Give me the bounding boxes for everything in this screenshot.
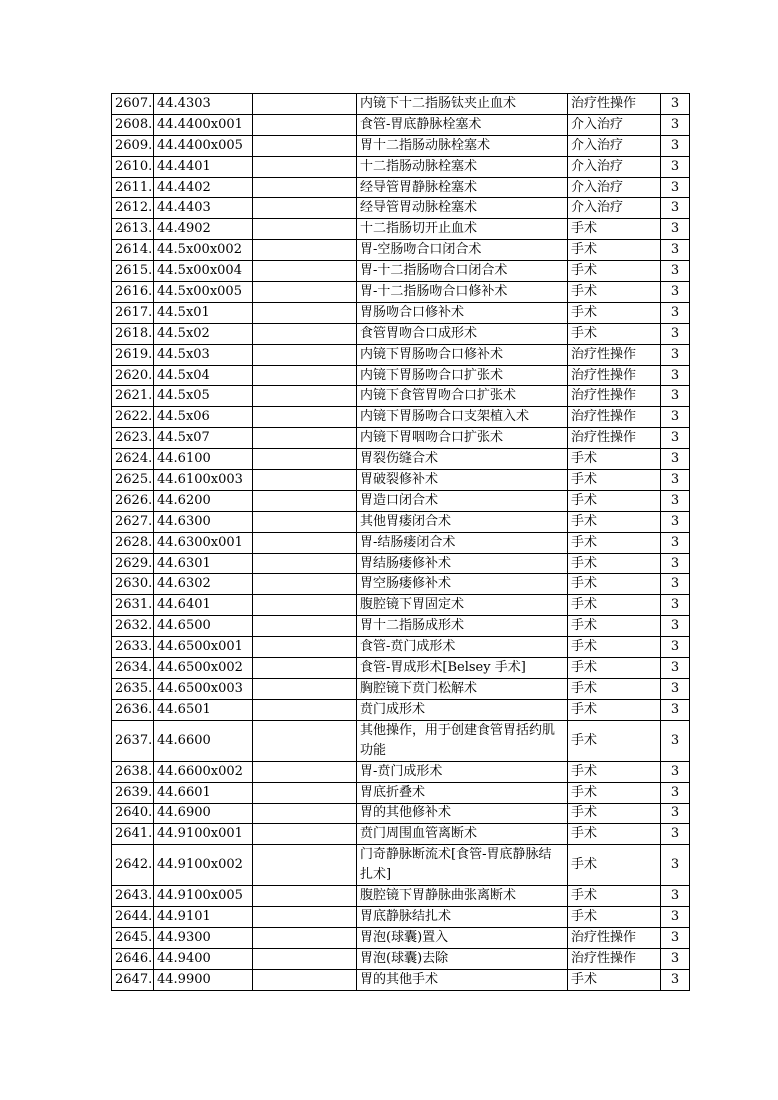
procedure-code: 44.6500x002	[154, 658, 253, 679]
procedure-name: 胃造口闭合术	[357, 490, 568, 511]
procedure-type: 手术	[568, 302, 661, 323]
extra-code	[253, 282, 357, 303]
table-row	[112, 824, 690, 845]
grade-level: 3	[661, 198, 690, 219]
procedure-code: 44.9100x001	[154, 824, 253, 845]
table-row	[112, 407, 690, 428]
table-row	[112, 156, 690, 177]
row-number: 2615.	[112, 261, 154, 282]
procedure-name: 内镜下胃肠吻合口修补术	[357, 344, 568, 365]
table-row	[112, 198, 690, 219]
table-row	[112, 344, 690, 365]
procedure-type: 手术	[568, 470, 661, 491]
grade-level: 3	[661, 219, 690, 240]
procedure-type: 手术	[568, 553, 661, 574]
table-row	[112, 616, 690, 637]
procedure-name: 胃底折叠术	[357, 782, 568, 803]
procedure-name: 胃-十二指肠吻合口修补术	[357, 282, 568, 303]
row-number: 2636.	[112, 699, 154, 720]
table-row	[112, 135, 690, 156]
extra-code	[253, 658, 357, 679]
procedure-type: 手术	[568, 490, 661, 511]
procedure-code: 44.6501	[154, 699, 253, 720]
procedure-name: 门奇静脉断流术[食管-胃底静脉结扎术]	[357, 845, 568, 886]
table-row	[112, 845, 690, 886]
grade-level: 3	[661, 114, 690, 135]
extra-code	[253, 720, 357, 761]
procedure-code: 44.5x00x004	[154, 261, 253, 282]
grade-level: 3	[661, 490, 690, 511]
procedure-type: 治疗性操作	[568, 94, 661, 115]
procedure-code: 44.4303	[154, 94, 253, 115]
procedure-type: 手术	[568, 616, 661, 637]
table-row	[112, 658, 690, 679]
grade-level: 3	[661, 637, 690, 658]
extra-code	[253, 198, 357, 219]
extra-code	[253, 928, 357, 949]
grade-level: 3	[661, 699, 690, 720]
procedure-name: 食管胃吻合口成形术	[357, 323, 568, 344]
table-row	[112, 928, 690, 949]
procedure-code: 44.9101	[154, 907, 253, 928]
extra-code	[253, 261, 357, 282]
grade-level: 3	[661, 553, 690, 574]
extra-code	[253, 969, 357, 990]
procedure-name: 内镜下食管胃吻合口扩张术	[357, 386, 568, 407]
procedure-code: 44.4400x001	[154, 114, 253, 135]
grade-level: 3	[661, 407, 690, 428]
procedure-name: 胃破裂修补术	[357, 470, 568, 491]
procedure-type: 介入治疗	[568, 177, 661, 198]
extra-code	[253, 135, 357, 156]
procedure-code: 44.5x02	[154, 323, 253, 344]
table-row	[112, 969, 690, 990]
extra-code	[253, 616, 357, 637]
row-number: 2631.	[112, 595, 154, 616]
grade-level: 3	[661, 177, 690, 198]
procedure-code: 44.6300	[154, 511, 253, 532]
extra-code	[253, 302, 357, 323]
procedure-type: 手术	[568, 720, 661, 761]
procedure-name: 食管-贲门成形术	[357, 637, 568, 658]
procedure-code: 44.6900	[154, 803, 253, 824]
table-row	[112, 449, 690, 470]
procedure-code: 44.5x01	[154, 302, 253, 323]
row-number: 2622.	[112, 407, 154, 428]
extra-code	[253, 407, 357, 428]
extra-code	[253, 782, 357, 803]
procedure-code: 44.4400x005	[154, 135, 253, 156]
procedure-name: 食管-胃底静脉栓塞术	[357, 114, 568, 135]
procedure-code: 44.6600	[154, 720, 253, 761]
procedure-type: 手术	[568, 803, 661, 824]
extra-code	[253, 595, 357, 616]
row-number: 2640.	[112, 803, 154, 824]
procedure-type: 手术	[568, 969, 661, 990]
grade-level: 3	[661, 928, 690, 949]
procedure-name: 内镜下胃肠吻合口扩张术	[357, 365, 568, 386]
procedure-type: 手术	[568, 261, 661, 282]
procedure-table	[111, 93, 690, 991]
grade-level: 3	[661, 365, 690, 386]
procedure-type: 治疗性操作	[568, 948, 661, 969]
extra-code	[253, 532, 357, 553]
procedure-code: 44.6301	[154, 553, 253, 574]
procedure-code: 44.6200	[154, 490, 253, 511]
table-row	[112, 574, 690, 595]
table-row	[112, 177, 690, 198]
procedure-name: 内镜下十二指肠钛夹止血术	[357, 94, 568, 115]
row-number: 2607.	[112, 94, 154, 115]
procedure-type: 手术	[568, 658, 661, 679]
grade-level: 3	[661, 282, 690, 303]
row-number: 2628.	[112, 532, 154, 553]
procedure-name: 腹腔镜下胃固定术	[357, 595, 568, 616]
procedure-code: 44.6500x003	[154, 678, 253, 699]
procedure-name: 十二指肠切开止血术	[357, 219, 568, 240]
procedure-name: 内镜下胃肠吻合口支架植入术	[357, 407, 568, 428]
table-row	[112, 365, 690, 386]
procedure-name: 胸腔镜下贲门松解术	[357, 678, 568, 699]
row-number: 2618.	[112, 323, 154, 344]
row-number: 2620.	[112, 365, 154, 386]
table-row	[112, 302, 690, 323]
row-number: 2614.	[112, 240, 154, 261]
procedure-code: 44.6300x001	[154, 532, 253, 553]
procedure-name: 内镜下胃咽吻合口扩张术	[357, 428, 568, 449]
procedure-code: 44.5x05	[154, 386, 253, 407]
procedure-name: 胃-贲门成形术	[357, 761, 568, 782]
row-number: 2625.	[112, 470, 154, 491]
grade-level: 3	[661, 595, 690, 616]
row-number: 2646.	[112, 948, 154, 969]
procedure-code: 44.4401	[154, 156, 253, 177]
table-row	[112, 490, 690, 511]
procedure-type: 手术	[568, 678, 661, 699]
procedure-code: 44.6500	[154, 616, 253, 637]
row-number: 2633.	[112, 637, 154, 658]
row-number: 2609.	[112, 135, 154, 156]
procedure-name: 胃-结肠瘘闭合术	[357, 532, 568, 553]
extra-code	[253, 156, 357, 177]
row-number: 2623.	[112, 428, 154, 449]
row-number: 2608.	[112, 114, 154, 135]
extra-code	[253, 886, 357, 907]
row-number: 2617.	[112, 302, 154, 323]
grade-level: 3	[661, 948, 690, 969]
procedure-type: 手术	[568, 761, 661, 782]
extra-code	[253, 511, 357, 532]
extra-code	[253, 323, 357, 344]
grade-level: 3	[661, 302, 690, 323]
procedure-name: 胃结肠瘘修补术	[357, 553, 568, 574]
procedure-name: 胃的其他手术	[357, 969, 568, 990]
procedure-name: 胃-十二指肠吻合口闭合术	[357, 261, 568, 282]
procedure-code: 44.6500x001	[154, 637, 253, 658]
procedure-code: 44.5x07	[154, 428, 253, 449]
table-row	[112, 595, 690, 616]
row-number: 2612.	[112, 198, 154, 219]
procedure-code: 44.6100	[154, 449, 253, 470]
row-number: 2647.	[112, 969, 154, 990]
row-number: 2643.	[112, 886, 154, 907]
procedure-type: 手术	[568, 219, 661, 240]
grade-level: 3	[661, 261, 690, 282]
grade-level: 3	[661, 240, 690, 261]
procedure-name: 其他胃瘘闭合术	[357, 511, 568, 532]
table-row	[112, 240, 690, 261]
row-number: 2632.	[112, 616, 154, 637]
procedure-code: 44.9900	[154, 969, 253, 990]
procedure-name: 胃泡(球囊)置入	[357, 928, 568, 949]
procedure-type: 介入治疗	[568, 156, 661, 177]
procedure-name: 胃泡(球囊)去除	[357, 948, 568, 969]
procedure-code: 44.9400	[154, 948, 253, 969]
procedure-name: 贲门周围血管离断术	[357, 824, 568, 845]
table-row	[112, 282, 690, 303]
extra-code	[253, 574, 357, 595]
extra-code	[253, 219, 357, 240]
table-row	[112, 94, 690, 115]
row-number: 2638.	[112, 761, 154, 782]
procedure-name: 胃十二指肠动脉栓塞术	[357, 135, 568, 156]
extra-code	[253, 824, 357, 845]
row-number: 2610.	[112, 156, 154, 177]
procedure-code: 44.6600x002	[154, 761, 253, 782]
procedure-name: 胃肠吻合口修补术	[357, 302, 568, 323]
procedure-type: 介入治疗	[568, 114, 661, 135]
table-row	[112, 637, 690, 658]
extra-code	[253, 470, 357, 491]
grade-level: 3	[661, 344, 690, 365]
procedure-name: 胃十二指肠成形术	[357, 616, 568, 637]
grade-level: 3	[661, 574, 690, 595]
extra-code	[253, 240, 357, 261]
procedure-type: 手术	[568, 449, 661, 470]
grade-level: 3	[661, 720, 690, 761]
procedure-name: 十二指肠动脉栓塞术	[357, 156, 568, 177]
procedure-name: 其他操作，用于创建食管胃括约肌功能	[357, 720, 568, 761]
row-number: 2639.	[112, 782, 154, 803]
grade-level: 3	[661, 511, 690, 532]
procedure-type: 治疗性操作	[568, 928, 661, 949]
extra-code	[253, 699, 357, 720]
procedure-name: 腹腔镜下胃静脉曲张离断术	[357, 886, 568, 907]
row-number: 2645.	[112, 928, 154, 949]
procedure-type: 治疗性操作	[568, 386, 661, 407]
procedure-name: 食管-胃成形术[Belsey 手术]	[357, 658, 568, 679]
procedure-type: 治疗性操作	[568, 365, 661, 386]
grade-level: 3	[661, 428, 690, 449]
procedure-type: 手术	[568, 637, 661, 658]
row-number: 2635.	[112, 678, 154, 699]
row-number: 2611.	[112, 177, 154, 198]
extra-code	[253, 449, 357, 470]
procedure-code: 44.6100x003	[154, 470, 253, 491]
procedure-type: 手术	[568, 907, 661, 928]
grade-level: 3	[661, 323, 690, 344]
procedure-type: 介入治疗	[568, 135, 661, 156]
table-row	[112, 948, 690, 969]
row-number: 2644.	[112, 907, 154, 928]
procedure-type: 治疗性操作	[568, 428, 661, 449]
grade-level: 3	[661, 449, 690, 470]
procedure-name: 胃底静脉结扎术	[357, 907, 568, 928]
extra-code	[253, 386, 357, 407]
table-row	[112, 428, 690, 449]
table-row	[112, 261, 690, 282]
row-number: 2629.	[112, 553, 154, 574]
row-number: 2634.	[112, 658, 154, 679]
table-row	[112, 553, 690, 574]
row-number: 2619.	[112, 344, 154, 365]
table-row	[112, 907, 690, 928]
procedure-type: 手术	[568, 595, 661, 616]
extra-code	[253, 365, 357, 386]
procedure-type: 手术	[568, 511, 661, 532]
grade-level: 3	[661, 658, 690, 679]
table-row	[112, 323, 690, 344]
procedure-code: 44.9100x005	[154, 886, 253, 907]
extra-code	[253, 94, 357, 115]
procedure-type: 治疗性操作	[568, 407, 661, 428]
table-row	[112, 470, 690, 491]
grade-level: 3	[661, 761, 690, 782]
grade-level: 3	[661, 386, 690, 407]
grade-level: 3	[661, 532, 690, 553]
procedure-name: 贲门成形术	[357, 699, 568, 720]
procedure-name: 经导管胃动脉栓塞术	[357, 198, 568, 219]
grade-level: 3	[661, 94, 690, 115]
grade-level: 3	[661, 803, 690, 824]
procedure-code: 44.4402	[154, 177, 253, 198]
row-number: 2630.	[112, 574, 154, 595]
procedure-type: 手术	[568, 886, 661, 907]
row-number: 2624.	[112, 449, 154, 470]
grade-level: 3	[661, 616, 690, 637]
procedure-type: 手术	[568, 282, 661, 303]
grade-level: 3	[661, 845, 690, 886]
procedure-code: 44.4403	[154, 198, 253, 219]
extra-code	[253, 907, 357, 928]
row-number: 2616.	[112, 282, 154, 303]
grade-level: 3	[661, 886, 690, 907]
procedure-type: 手术	[568, 574, 661, 595]
table-body	[112, 94, 690, 991]
row-number: 2613.	[112, 219, 154, 240]
extra-code	[253, 948, 357, 969]
grade-level: 3	[661, 678, 690, 699]
procedure-name: 经导管胃静脉栓塞术	[357, 177, 568, 198]
procedure-code: 44.5x03	[154, 344, 253, 365]
procedure-type: 手术	[568, 782, 661, 803]
grade-level: 3	[661, 470, 690, 491]
procedure-type: 手术	[568, 824, 661, 845]
row-number: 2626.	[112, 490, 154, 511]
extra-code	[253, 678, 357, 699]
procedure-type: 手术	[568, 240, 661, 261]
extra-code	[253, 803, 357, 824]
procedure-name: 胃的其他修补术	[357, 803, 568, 824]
table-row	[112, 803, 690, 824]
procedure-code: 44.5x00x005	[154, 282, 253, 303]
table-row	[112, 511, 690, 532]
table-row	[112, 761, 690, 782]
extra-code	[253, 761, 357, 782]
procedure-name: 胃空肠瘘修补术	[357, 574, 568, 595]
procedure-code: 44.5x06	[154, 407, 253, 428]
procedure-code: 44.5x04	[154, 365, 253, 386]
grade-level: 3	[661, 782, 690, 803]
grade-level: 3	[661, 907, 690, 928]
procedure-name: 胃裂伤缝合术	[357, 449, 568, 470]
table-row	[112, 114, 690, 135]
extra-code	[253, 553, 357, 574]
procedure-code: 44.9300	[154, 928, 253, 949]
table-row	[112, 699, 690, 720]
grade-level: 3	[661, 135, 690, 156]
procedure-code: 44.5x00x002	[154, 240, 253, 261]
extra-code	[253, 114, 357, 135]
table-row	[112, 678, 690, 699]
row-number: 2621.	[112, 386, 154, 407]
table-row	[112, 386, 690, 407]
extra-code	[253, 490, 357, 511]
table-row	[112, 532, 690, 553]
row-number: 2642.	[112, 845, 154, 886]
procedure-name: 胃-空肠吻合口闭合术	[357, 240, 568, 261]
extra-code	[253, 637, 357, 658]
procedure-code: 44.4902	[154, 219, 253, 240]
table-row	[112, 219, 690, 240]
row-number: 2637.	[112, 720, 154, 761]
grade-level: 3	[661, 156, 690, 177]
procedure-type: 手术	[568, 532, 661, 553]
row-number: 2641.	[112, 824, 154, 845]
extra-code	[253, 428, 357, 449]
table-row	[112, 720, 690, 761]
procedure-code: 44.6302	[154, 574, 253, 595]
extra-code	[253, 177, 357, 198]
table-row	[112, 782, 690, 803]
procedure-type: 手术	[568, 699, 661, 720]
row-number: 2627.	[112, 511, 154, 532]
extra-code	[253, 344, 357, 365]
procedure-code: 44.9100x002	[154, 845, 253, 886]
procedure-code: 44.6601	[154, 782, 253, 803]
procedure-type: 治疗性操作	[568, 344, 661, 365]
grade-level: 3	[661, 824, 690, 845]
procedure-type: 手术	[568, 323, 661, 344]
extra-code	[253, 845, 357, 886]
procedure-code: 44.6401	[154, 595, 253, 616]
procedure-type: 手术	[568, 845, 661, 886]
procedure-type: 介入治疗	[568, 198, 661, 219]
table-row	[112, 886, 690, 907]
grade-level: 3	[661, 969, 690, 990]
